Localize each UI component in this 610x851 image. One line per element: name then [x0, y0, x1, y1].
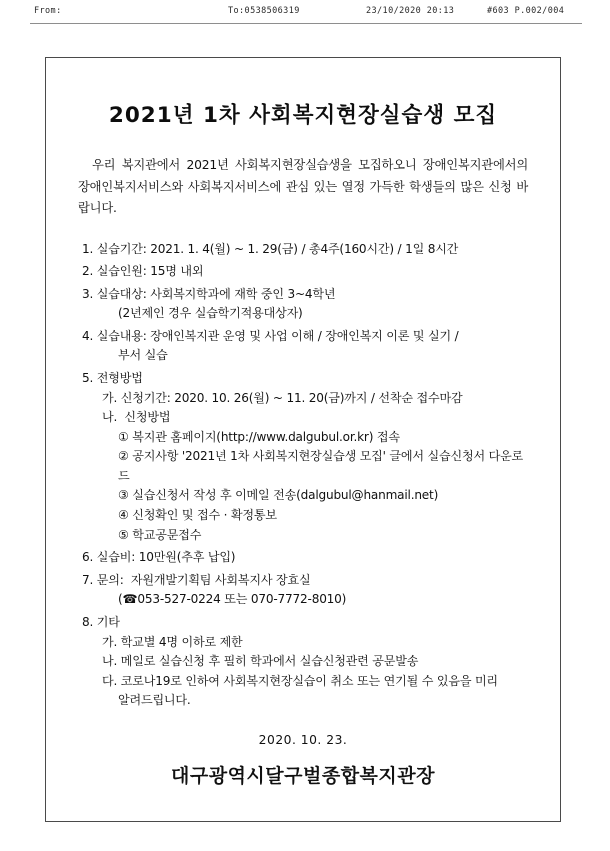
list-item: 부서 실습 [118, 348, 168, 363]
list-item: 8. 기타 [82, 614, 120, 629]
fax-from-label: From: [34, 6, 62, 16]
list-item: 3. 실습대상: 사회복지학과에 재학 중인 3~4학년 [82, 286, 336, 301]
list-item: 2. 실습인원: 15명 내외 [82, 264, 204, 279]
fax-datetime: 23/10/2020 20:13 [366, 6, 455, 16]
page-title: 2021년 1차 사회복지현장실습생 모집 [108, 103, 498, 128]
list-item: ④ 신청확인 및 접수 · 확정통보 [118, 508, 277, 523]
list-item: 1. 실습기간: 2021. 1. 4(월) ~ 1. 29(금) / 총4주(160시간) / 1일 8시간 [82, 241, 459, 256]
fax-page-count: #603 P.002/004 [487, 6, 565, 16]
intro-paragraph [78, 155, 528, 220]
list-item: 다. 코로나19로 인하여 사회복지현장실습이 취소 또는 연기될 수 있음을 미리 [102, 673, 498, 688]
list-item: 나. 신청방법 [102, 410, 171, 425]
list-item: 6. 실습비: 10만원(추후 납입) [82, 550, 236, 565]
list-item: 가. 신청기간: 2020. 10. 26(월) ~ 11. 20(금)까지 / 선착순 접수마감 [102, 390, 463, 405]
organization-name: 대구광역시달구벌종합복지관장 [171, 764, 435, 787]
list-item: 5. 전형방법 [82, 371, 143, 386]
list-item: ③ 실습신청서 작성 후 이메일 전송(dalgubul@hanmail.net) [118, 488, 439, 503]
list-item: 가. 학교별 4명 이하로 제한 [102, 634, 243, 649]
item-list [76, 240, 530, 711]
list-item: 알려드립니다. [118, 693, 191, 708]
fax-header [0, 6, 610, 22]
list-item: (☎053-527-0224 또는 070-7772-8010) [118, 592, 347, 607]
list-item: 7. 문의: 자원개발기획팀 사회복지사 장효실 [82, 572, 311, 587]
fax-header-divider [30, 23, 582, 24]
list-item: ② 공지사항 '2021년 1차 사회복지현장실습생 모집' 글에서 실습신청서 다운로드 [118, 449, 524, 483]
fax-to-number: To:0538506319 [228, 6, 300, 16]
list-item: ⑤ 학교공문접수 [118, 527, 202, 542]
list-item: (2년제인 경우 실습학기적용대상자) [118, 306, 303, 321]
document-page [45, 57, 561, 822]
intro-text: 우리 복지관에서 2021년 사회복지현장실습생을 모집하오니 장애인복지관에서의 장애인복지서비스와 사회복지서비스에 관심 있는 열정 가득한 학생들의 많은 신청 바랍니다. [78, 158, 528, 216]
list-item: 4. 실습내용: 장애인복지관 운영 및 사업 이해 / 장애인복지 이론 및 실기 / [82, 328, 459, 343]
list-item: 나. 메일로 실습신청 후 필히 학과에서 실습신청관련 공문발송 [102, 654, 419, 669]
list-item: ① 복지관 홈페이지(http://www.dalgubul.or.kr) 접속 [118, 429, 400, 444]
document-date: 2020. 10. 23. [258, 732, 348, 747]
